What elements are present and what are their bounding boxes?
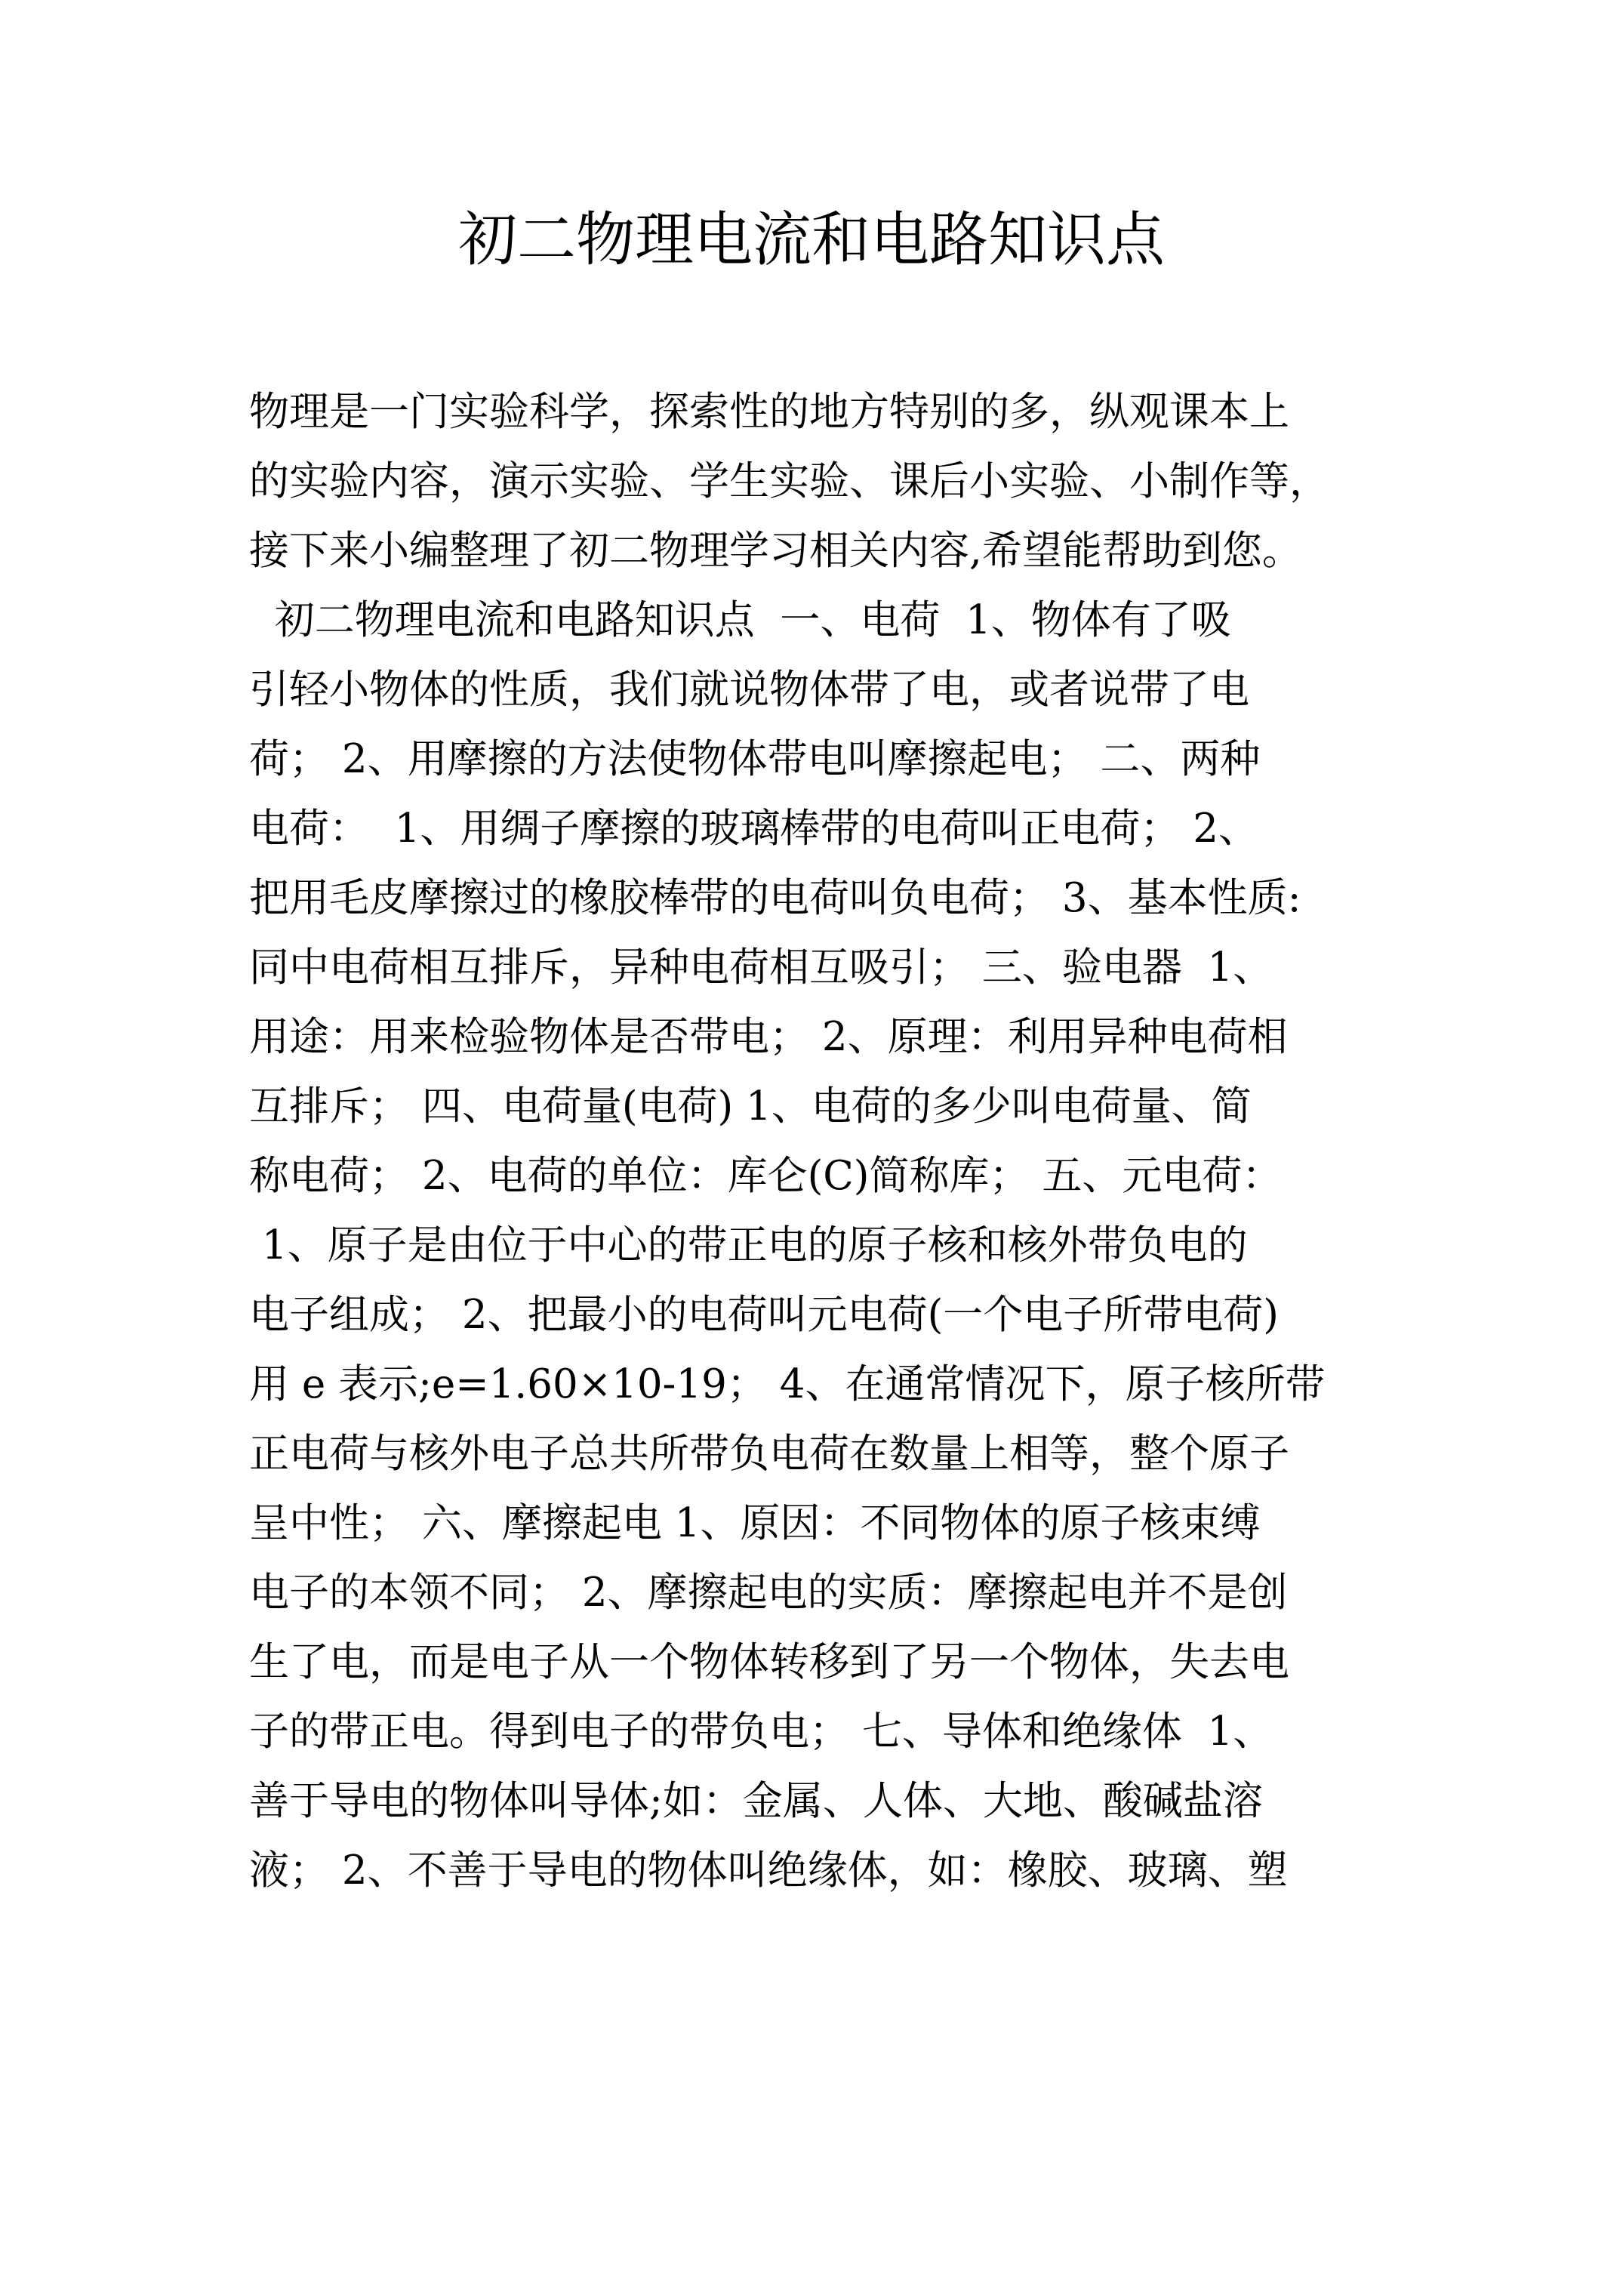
document-body — [249, 378, 1397, 1906]
text-line: 同中电荷相互排斥，异种电荷相互吸引； 三、验电器 1、 — [249, 945, 1273, 991]
text-line: 用途：用来检验物体是否带电； 2、原理：利用异种电荷相 — [249, 1014, 1288, 1060]
text-line: 子的带正电。得到电子的带负电； 七、导体和绝缘体 1、 — [249, 1709, 1273, 1755]
text-line: 用 e 表示;e=1.60×10-19； 4、在通常情况下，原子核所带 — [249, 1361, 1326, 1407]
text-line: 1、原子是由位于中心的带正电的原子核和核外带负电的 — [249, 1222, 1248, 1268]
text-line: 的实验内容，演示实验、学生实验、课后小实验、小制作等， — [249, 458, 1329, 504]
text-line: 生了电，而是电子从一个物体转移到了另一个物体，失去电 — [249, 1639, 1289, 1685]
text-line: 物理是一门实验科学，探索性的地方特别的多，纵观课本上 — [249, 389, 1289, 435]
text-line: 把用毛皮摩擦过的橡胶棒带的电荷叫负电荷； 3、基本性质: — [249, 875, 1301, 921]
text-line: 引轻小物体的性质，我们就说物体带了电，或者说带了电 — [249, 667, 1249, 713]
text-line: 善于导电的物体叫导体;如：金属、人体、大地、酸碱盐溶 — [249, 1778, 1263, 1824]
text-line: 初二物理电流和电路知识点 一、电荷 1、物体有了吸 — [249, 597, 1231, 643]
text-line: 称电荷； 2、电荷的单位：库仑(C)简称库； 五、元电荷： — [249, 1153, 1283, 1199]
text-line: 电子组成； 2、把最小的电荷叫元电荷(一个电子所带电荷) — [249, 1292, 1279, 1338]
text-line: 接下来小编整理了初二物理学习相关内容,希望能帮助到您。 — [249, 528, 1302, 574]
text-line: 电荷： 1、用绸子摩擦的玻璃棒带的电荷叫正电荷； 2、 — [249, 806, 1258, 852]
text-line: 呈中性； 六、摩擦起电 1、原因：不同物体的原子核束缚 — [249, 1500, 1261, 1546]
text-line: 液； 2、不善于导电的物体叫绝缘体，如：橡胶、玻璃、塑 — [249, 1848, 1288, 1894]
text-line: 互排斥； 四、电荷量(电荷) 1、电荷的多少叫电荷量、简 — [249, 1083, 1252, 1130]
text-line: 正电荷与核外电子总共所带负电荷在数量上相等，整个原子 — [249, 1431, 1289, 1477]
text-line: 电子的本领不同； 2、摩擦起电的实质：摩擦起电并不是创 — [249, 1570, 1288, 1616]
text-line: 荷； 2、用摩擦的方法使物体带电叫摩擦起电； 二、两种 — [249, 736, 1261, 782]
document-title: 初二物理电流和电路知识点 — [457, 206, 1165, 274]
